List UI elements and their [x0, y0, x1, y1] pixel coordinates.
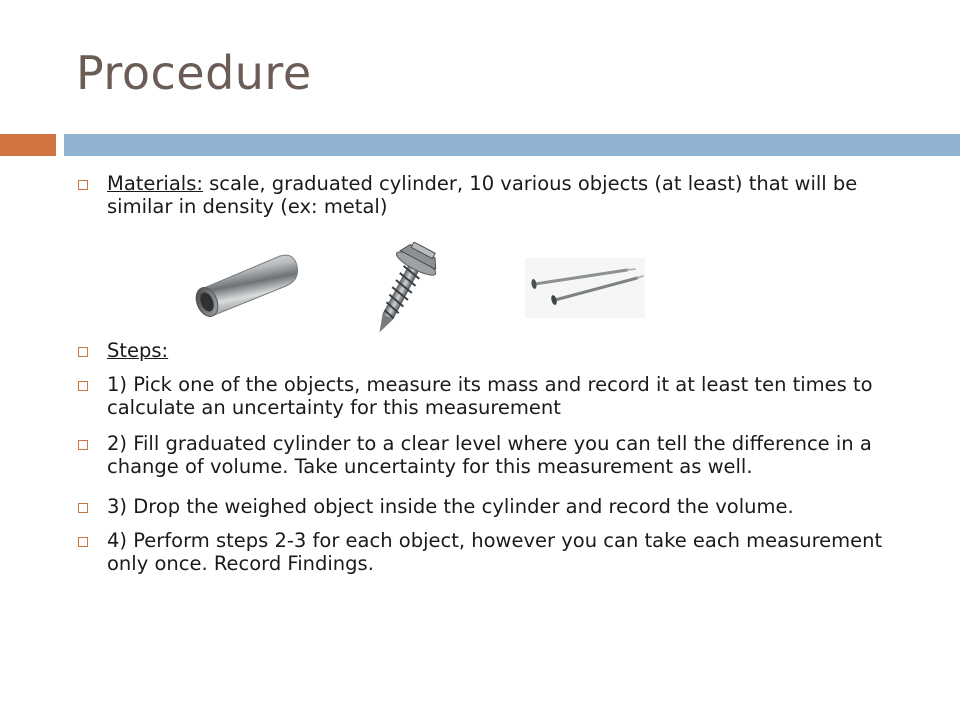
- bullet-steps: [76, 339, 916, 362]
- metal-tube-icon: [190, 250, 302, 320]
- title-accent-bar: [0, 134, 56, 156]
- step-text: 2) Fill graduated cylinder to a clear level where you can tell the difference in a change of volume. Take uncertainty for this measurement as well.: [107, 432, 872, 478]
- materials-images: [180, 238, 680, 338]
- bullet-box-icon: [78, 503, 88, 513]
- bullet-box-icon: [78, 180, 88, 190]
- nails-icon: [525, 258, 645, 318]
- page-title: Procedure: [76, 46, 312, 100]
- step-text: 3) Drop the weighed object inside the cylinder and record the volume.: [107, 495, 794, 518]
- bullet-box-icon: [78, 347, 88, 357]
- step-item-3: [76, 495, 916, 518]
- step-item-4: [76, 529, 916, 575]
- screw-icon: [352, 242, 452, 338]
- bullet-box-icon: [78, 440, 88, 450]
- step-text: 1) Pick one of the objects, measure its mass and record it at least ten times to calculate an uncertainty for this measurement: [107, 373, 873, 419]
- materials-label: Materials:: [107, 172, 203, 195]
- bullet-box-icon: [78, 381, 88, 391]
- step-text: 4) Perform steps 2-3 for each object, however you can take each measurement only once. Record Findings.: [107, 529, 883, 575]
- step-item-2: [76, 432, 916, 478]
- bullet-materials: [76, 172, 916, 218]
- steps-label: Steps:: [107, 339, 169, 362]
- title-divider-bar: [64, 134, 960, 156]
- bullet-box-icon: [78, 537, 88, 547]
- step-item-1: [76, 373, 916, 419]
- materials-text: scale, graduated cylinder, 10 various objects (at least) that will be similar in density (ex: metal): [107, 172, 858, 218]
